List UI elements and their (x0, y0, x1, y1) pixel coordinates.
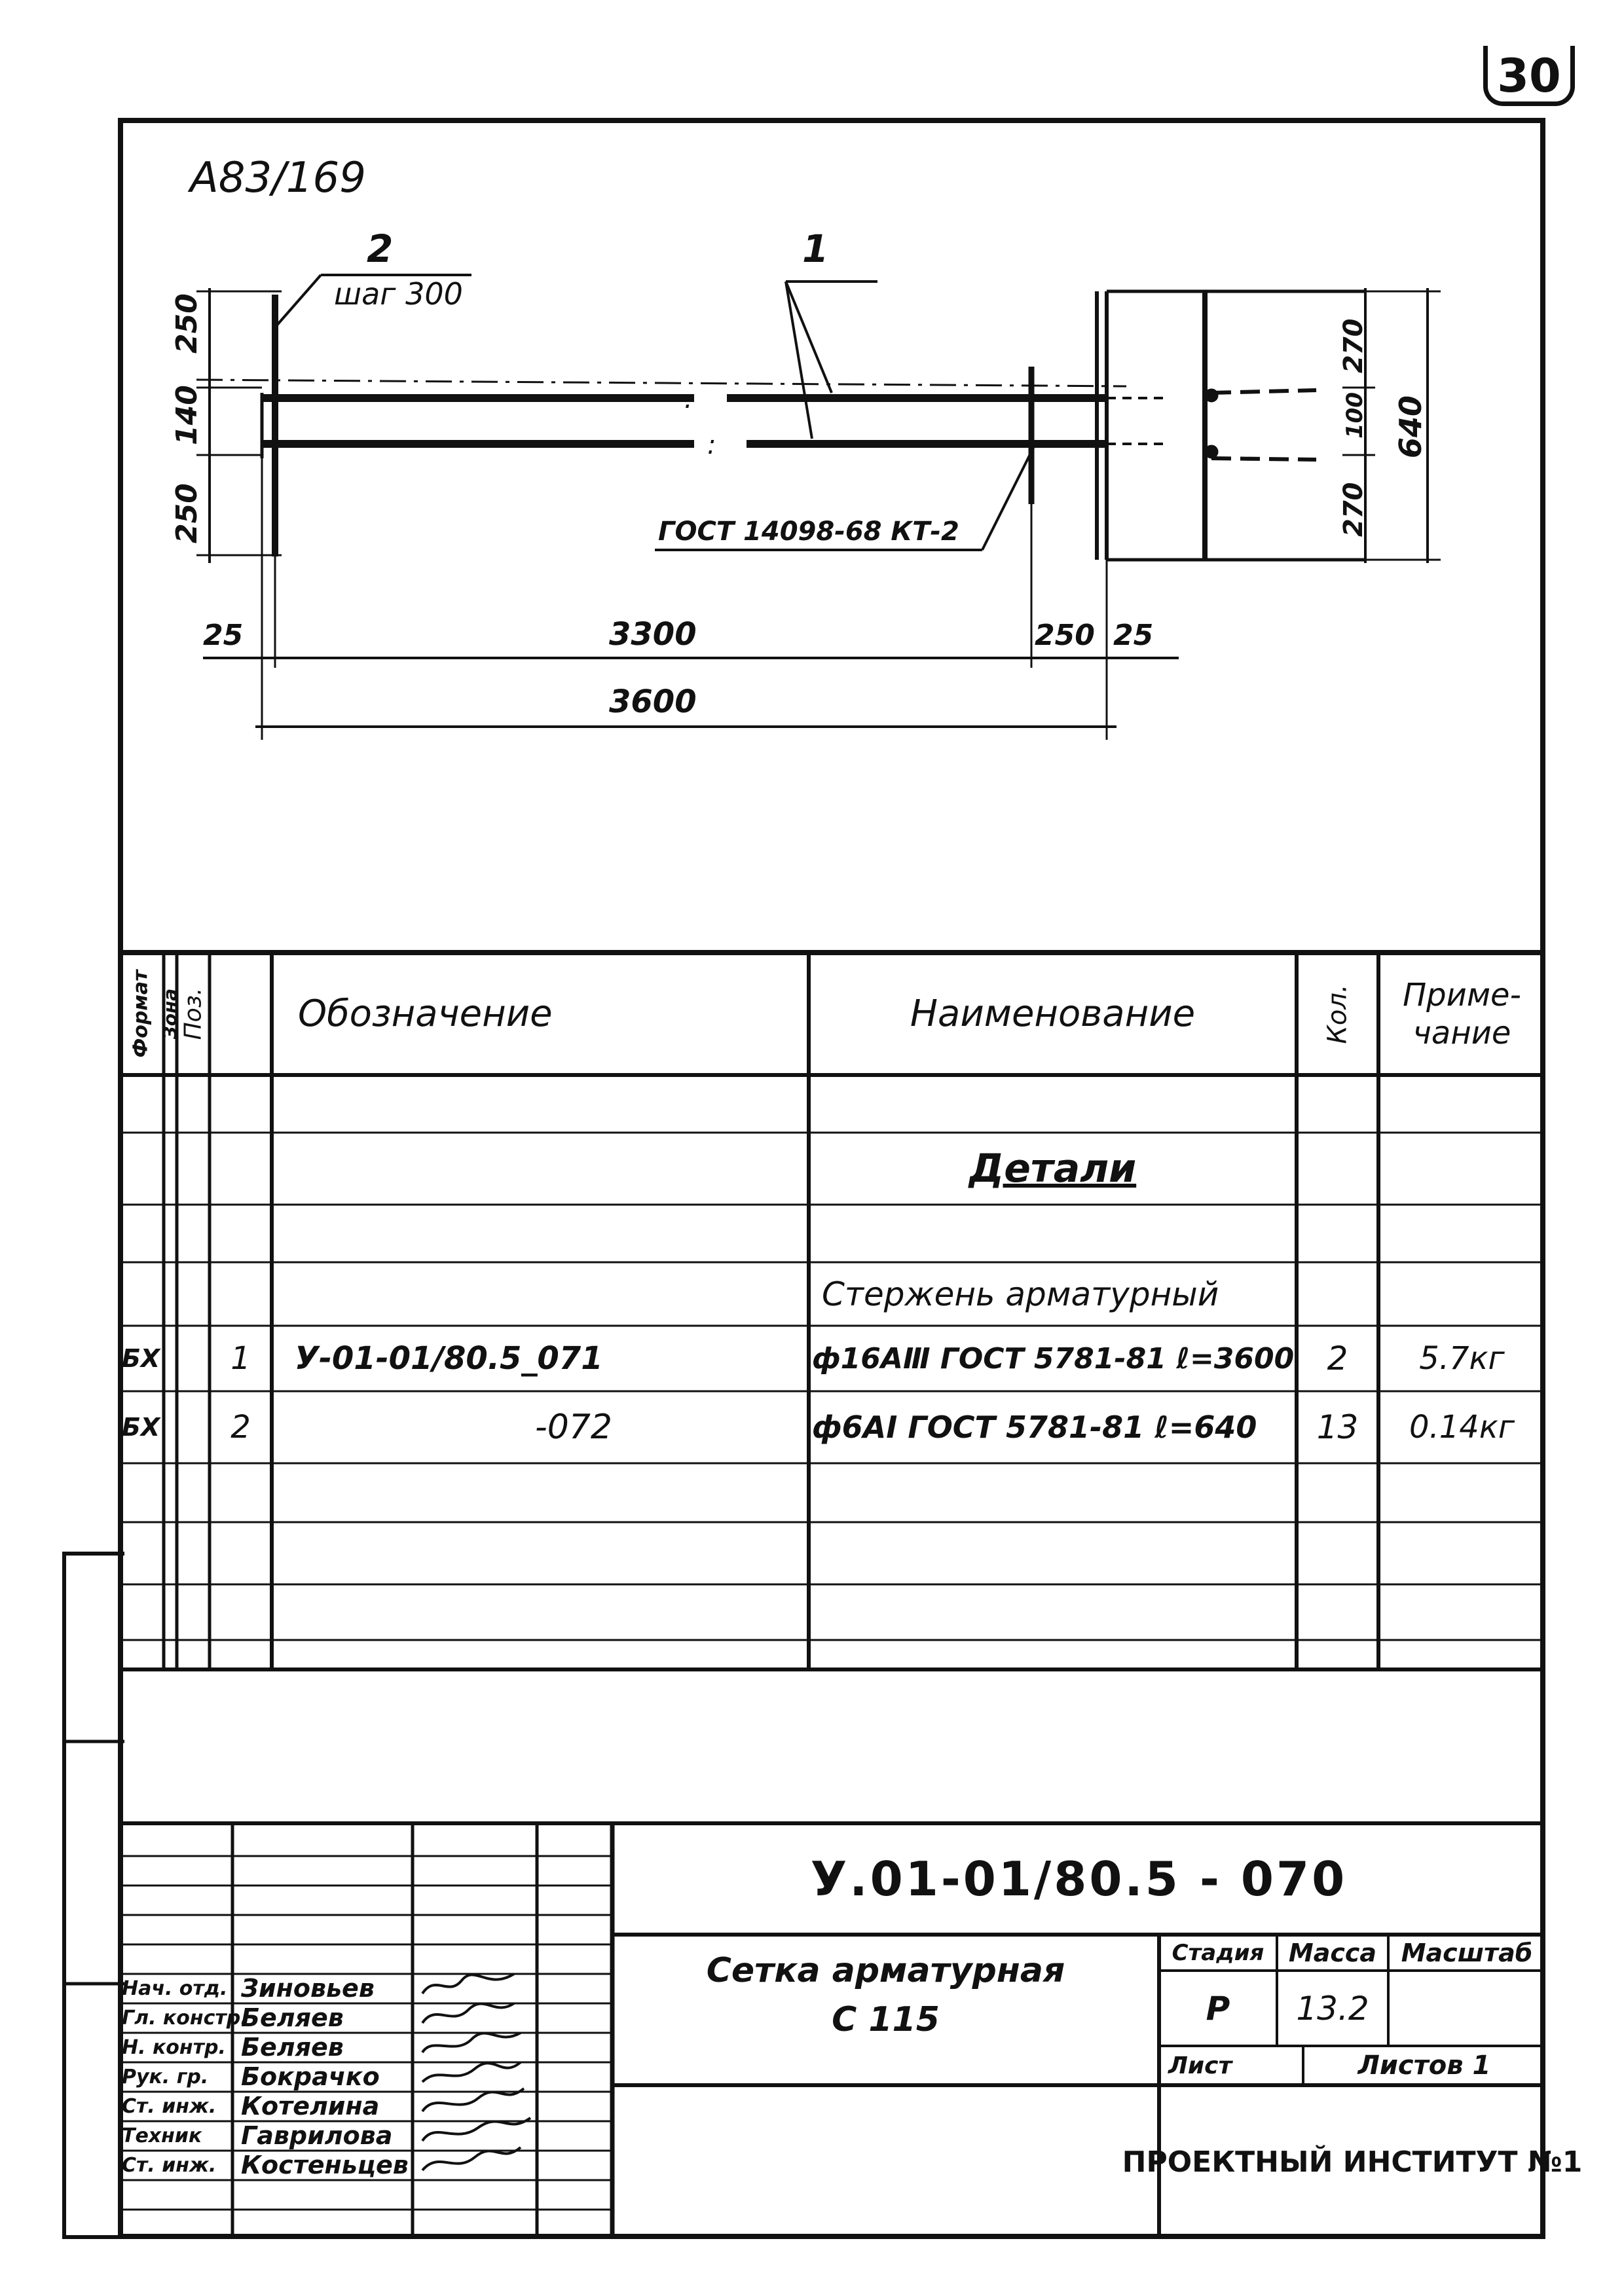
row2-designation: -072 (534, 1408, 612, 1447)
signature-role: Н. контр. (122, 2036, 226, 2059)
signature-role: Гл. констр. (122, 2007, 248, 2030)
header-name: Наименование (910, 993, 1196, 1035)
left-dim-middle: 140 (170, 385, 204, 445)
pos2-note: шаг 300 (334, 276, 463, 312)
signature-name: Гаврилова (241, 2121, 393, 2150)
row1-format: БХ (121, 1344, 160, 1373)
stage-value: Р (1206, 1989, 1230, 2028)
row2-format: БХ (121, 1413, 160, 1442)
bottom-dim-total: 3600 (609, 683, 697, 720)
organization: ПРОЕКТНЫЙ ИНСТИТУТ №1 (1122, 2145, 1583, 2179)
right-dim-bottom: 270 (1338, 482, 1369, 537)
sheet-number: 30 (1483, 46, 1575, 106)
right-dim-total: 640 (1393, 395, 1428, 458)
signature-role: Техник (122, 2124, 202, 2147)
section-title: Детали (969, 1146, 1137, 1192)
group-title: Стержень арматурный (822, 1275, 1219, 1313)
signature-name: Беляев (241, 2033, 344, 2062)
left-dim-top: 250 (170, 293, 204, 354)
header-pos: Поз. (179, 987, 207, 1040)
row1-note: 5.7кг (1419, 1340, 1505, 1377)
row2-note: 0.14кг (1409, 1409, 1515, 1446)
row1-designation: У-01-01/80.5_071 (295, 1340, 603, 1377)
right-dim-middle: 100 (1342, 392, 1368, 439)
right-dim-top: 270 (1338, 318, 1369, 373)
pos1-label: 1 (802, 227, 829, 271)
signature-scribbles (416, 1971, 540, 2180)
row1-qty: 2 (1327, 1339, 1348, 1377)
signature-role: Ст. инж. (122, 2095, 217, 2118)
mass-value: 13.2 (1296, 1989, 1369, 2028)
signature-name: Беляев (241, 2003, 344, 2032)
bottom-dim-3: 250 (1035, 619, 1095, 652)
signature-name: Бокрачко (241, 2062, 380, 2091)
header-format: Формат (129, 970, 153, 1058)
header-qty: Кол. (1322, 983, 1353, 1044)
scale-label: Масштаб (1401, 1938, 1533, 1967)
title-line1: Сетка арматурная (706, 1951, 1065, 1990)
sheet-label: Лист (1168, 2052, 1232, 2079)
gost-note: ГОСТ 14098-68 КТ-2 (658, 517, 959, 547)
document-code: У.01-01/80.5 - 070 (810, 1851, 1348, 1906)
row2-pos: 2 (231, 1409, 251, 1446)
sheets-label: Листов 1 (1357, 2050, 1491, 2081)
svg-text::: : (707, 430, 716, 460)
signature-role: Рук. гр. (122, 2066, 209, 2088)
signature-name: Костеньцев (241, 2151, 409, 2179)
signature-name: Котелина (241, 2092, 380, 2121)
mass-label: Масса (1288, 1938, 1377, 1967)
row1-name: ф16АⅢ ГОСТ 5781-81 ℓ=3600 (812, 1341, 1295, 1376)
svg-text::: : (684, 384, 693, 414)
row2-qty: 13 (1316, 1408, 1359, 1446)
header-zone: Зона (159, 988, 181, 1040)
header-designation: Обозначение (298, 993, 553, 1035)
header-note: Приме- чание (1403, 976, 1521, 1051)
signature-role: Нач. отд. (122, 1977, 228, 2000)
bottom-dim-1: 25 (203, 619, 244, 652)
pos2-label: 2 (367, 227, 394, 271)
signature-role: Ст. инж. (122, 2154, 217, 2177)
signature-name: Зиновьев (241, 1974, 375, 2003)
bottom-dim-2: 3300 (609, 616, 697, 653)
left-dim-bottom: 250 (170, 483, 204, 543)
title-line2: С 115 (832, 2000, 940, 2039)
bottom-dim-4: 25 (1113, 619, 1154, 652)
stage-label: Стадия (1172, 1939, 1264, 1966)
archive-note: A83/169 (190, 154, 366, 202)
row1-pos: 1 (231, 1340, 251, 1377)
row2-name: ф6АⅠ ГОСТ 5781-81 ℓ=640 (812, 1410, 1257, 1445)
